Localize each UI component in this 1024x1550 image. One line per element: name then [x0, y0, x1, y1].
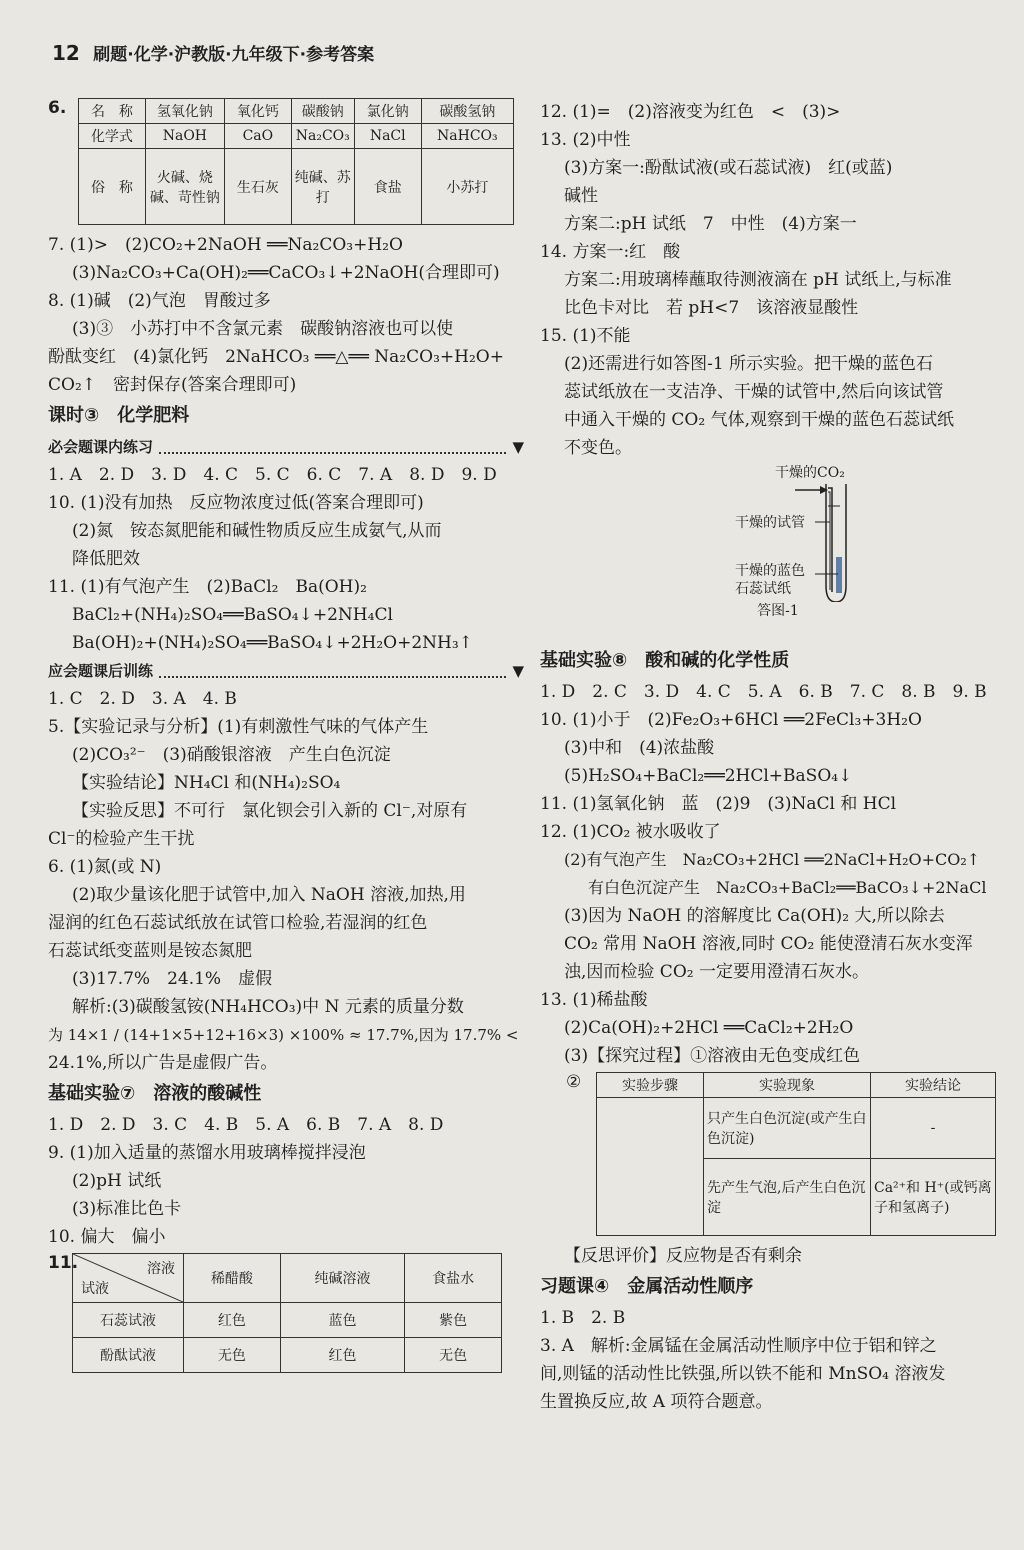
q6-block [48, 98, 524, 225]
answer-line: 为 14×1 / (14+1×5+12+16×3) ×100% ≈ 17.7%,因为 17.7% < [48, 1026, 519, 1044]
table-cell: 氢氧化钠 [145, 99, 224, 124]
page-number: 12 [52, 41, 80, 65]
table-cell: CaO [224, 124, 291, 149]
page-header [52, 40, 992, 80]
answer-line: (3)17.7% 24.1% 虚假 [72, 969, 273, 989]
answer-line: (5)H₂SO₄+BaCl₂══2HCl+BaSO₄↓ [564, 766, 853, 786]
table-cell: 红色 [184, 1303, 281, 1338]
answer-line: 【实验反思】不可行 氯化钡会引入新的 Cl⁻,对原有 [72, 801, 468, 821]
answer-line: (2)还需进行如答图-1 所示实验。把干燥的蓝色石 [564, 354, 934, 374]
answer-line: (2)pH 试纸 [72, 1171, 162, 1191]
answer-line: BaCl₂+(NH₄)₂SO₄══BaSO₄↓+2NH₄Cl [72, 605, 393, 625]
q6-label: 6. [48, 98, 67, 118]
table-row [79, 99, 514, 124]
table-row [79, 124, 514, 149]
answer-line: 方案二:用玻璃棒蘸取待测液滴在 pH 试纸上,与标准 [564, 270, 952, 290]
answer-line: 7. (1)> (2)CO₂+2NaOH ══Na₂CO₃+H₂O [48, 235, 403, 255]
table-header: 稀醋酸 [184, 1254, 281, 1303]
answer-line: 浊,因而检验 CO₂ 一定要用澄清石灰水。 [564, 962, 869, 982]
subsection-title: 必会题课内练习 [48, 438, 154, 456]
table-cell: 化学式 [79, 124, 146, 149]
label-dry-paper-1: 干燥的蓝色 [735, 563, 805, 579]
table-cell: 名 称 [79, 99, 146, 124]
table-header: 食盐水 [405, 1254, 502, 1303]
table-cell: 碳酸氢钠 [421, 99, 513, 124]
answer-line: 石蕊试纸变蓝则是铵态氮肥 [48, 941, 252, 961]
section-title: 基础实验⑦ 溶液的酸碱性 [48, 1083, 262, 1104]
q11-block [48, 1253, 524, 1373]
answer-line: 5.【实验记录与分析】(1)有刺激性气味的气体产生 [48, 717, 429, 737]
answer-line: (2)有气泡产生 Na₂CO₃+2HCl ══2NaCl+H₂O+CO₂↑ [564, 850, 981, 869]
answer-line: 1. D 2. C 3. D 4. C 5. A 6. B 7. C 8. B 9. B [540, 682, 987, 702]
table-cell: NaCl [354, 124, 421, 149]
q6-table [78, 98, 514, 225]
answer-line: 14. 方案一:红 酸 [540, 242, 681, 262]
answer-line: 【实验结论】NH₄Cl 和(NH₄)₂SO₄ [72, 773, 341, 793]
table-row [73, 1303, 502, 1338]
answer-line: 11. (1)氢氧化钠 蓝 (2)9 (3)NaCl 和 HCl [540, 794, 897, 814]
table-cell: Na₂CO₃ [291, 124, 354, 149]
answer-line: 12. (1)= (2)溶液变为红色 < (3)> [540, 102, 841, 122]
table-cell: 碳酸钠 [291, 99, 354, 124]
answer-line: 酚酞变红 (4)氯化钙 2NaHCO₃ ══△══ Na₂CO₃+H₂O+ [48, 347, 504, 367]
answer-line: 方案二:pH 试纸 7 中性 (4)方案一 [564, 214, 857, 234]
table-cell: 纯碱、苏打 [291, 149, 354, 225]
answer-line: 8. (1)碱 (2)气泡 胃酸过多 [48, 291, 271, 311]
table-cell: 氯化钠 [354, 99, 421, 124]
answer-line: 1. B 2. B [540, 1308, 626, 1328]
table-cell: 生石灰 [224, 149, 291, 225]
answer-line: (3)标准比色卡 [72, 1199, 182, 1219]
table-row [597, 1098, 996, 1159]
answer-line: 蕊试纸放在一支洁净、干燥的试管中,然后向该试管 [564, 382, 944, 402]
table-cell: 蓝色 [280, 1303, 404, 1338]
q11-table [72, 1253, 502, 1373]
experiment-table [596, 1072, 996, 1236]
answer-line: 降低肥效 [72, 549, 140, 569]
table-cell: 无色 [405, 1338, 502, 1373]
answer-line: 不变色。 [564, 438, 632, 458]
header-title: 刷题·化学·沪教版·九年级下·参考答案 [93, 45, 375, 65]
corner-top-label: 溶液 [147, 1261, 175, 1277]
table-cell: 红色 [280, 1338, 404, 1373]
section-title: 基础实验⑧ 酸和碱的化学性质 [540, 650, 790, 671]
answer-line: 比色卡对比 若 pH<7 该溶液显酸性 [564, 298, 859, 318]
answer-line: CO₂↑ 密封保存(答案合理即可) [48, 375, 297, 395]
answer-line: 生置换反应,故 A 项符合题意。 [540, 1392, 773, 1412]
table-cell: 只产生白色沉淀(或产生白色沉淀) [704, 1098, 871, 1159]
answer-line: 24.1%,所以广告是虚假广告。 [48, 1053, 278, 1073]
answer-line: 3. A 解析:金属锰在金属活动性顺序中位于铝和锌之 [540, 1336, 937, 1356]
table-header: 实验现象 [704, 1073, 871, 1098]
answer-line: Ba(OH)₂+(NH₄)₂SO₄══BaSO₄↓+2H₂O+2NH₃↑ [72, 633, 473, 653]
table-header: 实验结论 [871, 1073, 996, 1098]
q11-label: 11. [48, 1253, 79, 1273]
answer-line: (3)Na₂CO₃+Ca(OH)₂══CaCO₃↓+2NaOH(合理即可) [72, 263, 500, 283]
answer-line: 9. (1)加入适量的蒸馏水用玻璃棒搅拌浸泡 [48, 1143, 366, 1163]
answer-line: (3)③ 小苏打中不含氯元素 碳酸钠溶液也可以使 [72, 319, 454, 339]
answer-line: (2)氮 铵态氮肥能和碱性物质反应生成氨气,从而 [72, 521, 442, 541]
table-cell: NaOH [145, 124, 224, 149]
answer-line: 【反思评价】反应物是否有剩余 [564, 1246, 802, 1266]
table-cell: 氧化钙 [224, 99, 291, 124]
answer-line: 有白色沉淀产生 Na₂CO₃+BaCl₂══BaCO₃↓+2NaCl [588, 878, 987, 897]
table-cell: 酚酞试液 [73, 1338, 184, 1373]
answer-line: 1. A 2. D 3. D 4. C 5. C 6. C 7. A 8. D 9. D [48, 465, 497, 485]
triangle-icon: ▼ [512, 662, 524, 680]
answer-line: 13. (2)中性 [540, 130, 631, 150]
label-dry-paper-2: 石蕊试纸 [735, 581, 791, 597]
corner-bottom-label: 试液 [81, 1281, 109, 1297]
subsection-header [48, 657, 524, 685]
answer-line: (3)【探究过程】①溶液由无色变成红色 [564, 1046, 861, 1066]
answer-line: (2)Ca(OH)₂+2HCl ══CaCl₂+2H₂O [564, 1018, 854, 1038]
subsection-title: 应会题课后训练 [48, 662, 154, 680]
answer-line: 10. 偏大 偏小 [48, 1227, 166, 1247]
answer-line: 15. (1)不能 [540, 326, 631, 346]
left-column [48, 98, 524, 1373]
answer-line: 6. (1)氮(或 N) [48, 857, 162, 877]
table-row [597, 1073, 996, 1098]
table-cell: 石蕊试液 [73, 1303, 184, 1338]
label-dry-co2: 干燥的CO₂ [775, 465, 845, 481]
answer-line: 1. C 2. D 3. A 4. B [48, 689, 237, 709]
table-cell: 先产生气泡,后产生白色沉淀 [704, 1159, 871, 1236]
answer-line: 1. D 2. D 3. C 4. B 5. A 6. B 7. A 8. D [48, 1115, 444, 1135]
right-column [540, 98, 1016, 1416]
table-cell: 小苏打 [421, 149, 513, 225]
table-cell: 食盐 [354, 149, 421, 225]
table-row [79, 149, 514, 225]
answer-line: 13. (1)稀盐酸 [540, 990, 648, 1010]
answer-line: 11. (1)有气泡产生 (2)BaCl₂ Ba(OH)₂ [48, 577, 367, 597]
table-cell: 俗 称 [79, 149, 146, 225]
answer-line: Cl⁻的检验产生干扰 [48, 829, 195, 849]
label-dry-tube: 干燥的试管 [735, 515, 805, 531]
answer-line: 10. (1)小于 (2)Fe₂O₃+6HCl ══2FeCl₃+3H₂O [540, 710, 922, 730]
table-cell: 无色 [184, 1338, 281, 1373]
table-cell: 火碱、烧碱、苛性钠 [145, 149, 224, 225]
answer-line: 解析:(3)碳酸氢铵(NH₄HCO₃)中 N 元素的质量分数 [72, 997, 464, 1017]
answer-line: 12. (1)CO₂ 被水吸收了 [540, 822, 721, 842]
section-title: 课时③ 化学肥料 [48, 405, 190, 426]
section-title: 习题课④ 金属活动性顺序 [540, 1276, 754, 1297]
figure-caption: 答图-1 [757, 603, 799, 619]
diagonal-header-cell [73, 1254, 184, 1303]
table-header: 实验步骤 [597, 1073, 704, 1098]
dotted-leader [159, 664, 506, 678]
test-tube-figure [540, 462, 1016, 622]
table-header: 纯碱溶液 [280, 1254, 404, 1303]
answer-line: CO₂ 常用 NaOH 溶液,同时 CO₂ 能使澄清石灰水变浑 [564, 934, 973, 954]
dotted-leader [159, 440, 506, 454]
answer-line: (3)方案一:酚酞试液(或石蕊试液) 红(或蓝) [564, 158, 893, 178]
answer-line: (3)因为 NaOH 的溶解度比 Ca(OH)₂ 大,所以除去 [564, 906, 945, 926]
answer-line: 10. (1)没有加热 反应物浓度过低(答案合理即可) [48, 493, 424, 513]
table-row [73, 1254, 502, 1303]
answer-line: (3)中和 (4)浓盐酸 [564, 738, 715, 758]
answer-line: (2)CO₃²⁻ (3)硝酸银溶液 产生白色沉淀 [72, 745, 391, 765]
table-label: ② [566, 1072, 582, 1092]
table-cell: 紫色 [405, 1303, 502, 1338]
answer-line: (2)取少量该化肥于试管中,加入 NaOH 溶液,加热,用 [72, 885, 466, 905]
answer-line: 湿润的红色石蕊试纸放在试管口检验,若湿润的红色 [48, 913, 428, 933]
table-cell: - [871, 1098, 996, 1159]
subsection-header [48, 433, 524, 461]
answer-line: 中通入干燥的 CO₂ 气体,观察到干燥的蓝色石蕊试纸 [564, 410, 954, 430]
table-cell: Ca²⁺和 H⁺(或钙离子和氢离子) [871, 1159, 996, 1236]
experiment-table-block [540, 1072, 1016, 1236]
table-cell: NaHCO₃ [421, 124, 513, 149]
triangle-icon: ▼ [512, 438, 524, 456]
table-row [73, 1338, 502, 1373]
answer-line: 间,则锰的活动性比铁强,所以铁不能和 MnSO₄ 溶液发 [540, 1364, 946, 1384]
answer-line: 碱性 [564, 186, 598, 206]
table-cell [597, 1098, 704, 1236]
